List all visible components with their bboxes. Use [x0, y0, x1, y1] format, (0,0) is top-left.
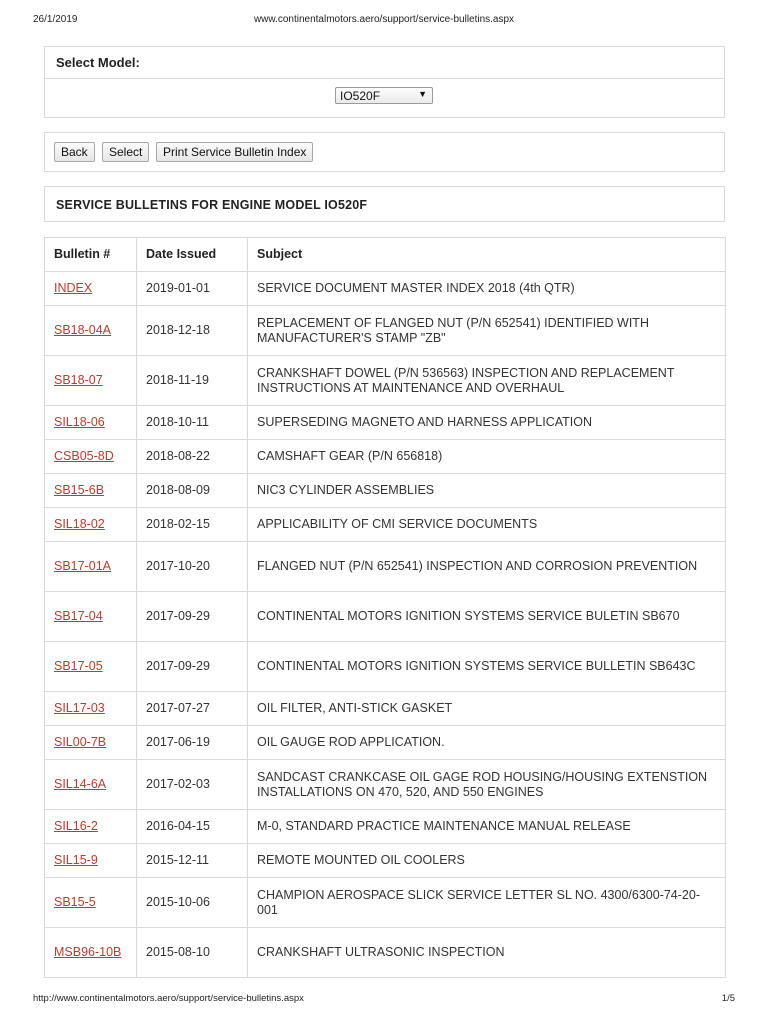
- table-row: [45, 810, 726, 844]
- bulletin-cell: [45, 844, 137, 878]
- bulletin-cell: [45, 306, 137, 356]
- date-cell: 2018-02-15: [137, 508, 248, 542]
- date-cell: 2019-01-01: [137, 272, 248, 306]
- bulletin-cell: [45, 760, 137, 810]
- bulletin-cell: [45, 692, 137, 726]
- print-header: [33, 14, 735, 28]
- subject-cell: M-0, STANDARD PRACTICE MAINTENANCE MANUAL RELEASE: [248, 810, 726, 844]
- date-cell: 2017-09-29: [137, 592, 248, 642]
- date-cell: 2015-12-11: [137, 844, 248, 878]
- subject-cell: SUPERSEDING MAGNETO AND HARNESS APPLICATION: [248, 406, 726, 440]
- bulletin-cell: [45, 406, 137, 440]
- table-row: [45, 272, 726, 306]
- bulletin-cell: [45, 542, 137, 592]
- subject-cell: CHAMPION AEROSPACE SLICK SERVICE LETTER SL NO. 4300/6300-74-20-001: [248, 878, 726, 928]
- subject-cell: APPLICABILITY OF CMI SERVICE DOCUMENTS: [248, 508, 726, 542]
- bulletin-link[interactable]: SIL18-06: [54, 415, 105, 429]
- model-select[interactable]: [335, 87, 433, 104]
- bulletin-cell: [45, 726, 137, 760]
- bulletin-link[interactable]: SIL16-2: [54, 819, 98, 833]
- table-row: [45, 592, 726, 642]
- bulletins-table: [44, 237, 726, 978]
- date-cell: 2018-11-19: [137, 356, 248, 406]
- bulletin-cell: [45, 356, 137, 406]
- column-header-date: Date Issued: [137, 238, 248, 272]
- subject-cell: OIL FILTER, ANTI-STICK GASKET: [248, 692, 726, 726]
- bulletin-link[interactable]: SB18-07: [54, 373, 103, 387]
- table-row: [45, 878, 726, 928]
- bulletin-link[interactable]: SB15-5: [54, 895, 96, 909]
- date-cell: 2015-10-06: [137, 878, 248, 928]
- subject-cell: CONTINENTAL MOTORS IGNITION SYSTEMS SERVICE BULETIN SB670: [248, 592, 726, 642]
- bulletin-cell: [45, 642, 137, 692]
- bulletin-cell: [45, 508, 137, 542]
- table-row: [45, 508, 726, 542]
- date-cell: 2015-08-10: [137, 928, 248, 978]
- column-header-subject: Subject: [248, 238, 726, 272]
- bulletin-cell: [45, 474, 137, 508]
- date-cell: 2016-04-15: [137, 810, 248, 844]
- table-row: [45, 726, 726, 760]
- table-row: [45, 356, 726, 406]
- select-model-label: Select Model:: [45, 47, 724, 79]
- bulletin-cell: [45, 592, 137, 642]
- table-row: [45, 760, 726, 810]
- table-row: [45, 844, 726, 878]
- print-index-button[interactable]: Print Service Bulletin Index: [156, 142, 313, 162]
- subject-cell: CAMSHAFT GEAR (P/N 656818): [248, 440, 726, 474]
- back-button[interactable]: Back: [54, 142, 95, 162]
- subject-cell: NIC3 CYLINDER ASSEMBLIES: [248, 474, 726, 508]
- subject-cell: SERVICE DOCUMENT MASTER INDEX 2018 (4th QTR): [248, 272, 726, 306]
- print-footer: [33, 993, 735, 1007]
- date-cell: 2018-12-18: [137, 306, 248, 356]
- bulletin-cell: [45, 810, 137, 844]
- date-cell: 2017-09-29: [137, 642, 248, 692]
- print-date: 26/1/2019: [33, 14, 78, 25]
- bulletin-link[interactable]: SIL00-7B: [54, 735, 107, 749]
- bulletin-link[interactable]: INDEX: [54, 281, 93, 295]
- subject-cell: CRANKSHAFT ULTRASONIC INSPECTION: [248, 928, 726, 978]
- bulletin-cell: [45, 440, 137, 474]
- table-row: [45, 542, 726, 592]
- column-header-bulletin: Bulletin #: [45, 238, 137, 272]
- subject-cell: REMOTE MOUNTED OIL COOLERS: [248, 844, 726, 878]
- page-title: SERVICE BULLETINS FOR ENGINE MODEL IO520F: [44, 186, 725, 222]
- table-row: [45, 406, 726, 440]
- bulletin-link[interactable]: SIL15-9: [54, 853, 98, 867]
- table-header-row: [45, 238, 726, 272]
- model-select-value: IO520F: [340, 89, 381, 103]
- table-row: [45, 692, 726, 726]
- bulletin-cell: [45, 272, 137, 306]
- table-row: [45, 440, 726, 474]
- table-row: [45, 474, 726, 508]
- subject-cell: FLANGED NUT (P/N 652541) INSPECTION AND CORROSION PREVENTION: [248, 542, 726, 592]
- bulletin-link[interactable]: SIL14-6A: [54, 777, 107, 791]
- subject-cell: CONTINENTAL MOTORS IGNITION SYSTEMS SERVICE BULLETIN SB643C: [248, 642, 726, 692]
- bulletin-link[interactable]: CSB05-8D: [54, 449, 114, 463]
- bulletin-cell: [45, 878, 137, 928]
- date-cell: 2018-08-22: [137, 440, 248, 474]
- bulletin-link[interactable]: SB17-01A: [54, 559, 111, 573]
- date-cell: 2017-06-19: [137, 726, 248, 760]
- table-row: [45, 928, 726, 978]
- table-row: [45, 306, 726, 356]
- date-cell: 2018-08-09: [137, 474, 248, 508]
- toolbar: [44, 132, 725, 172]
- subject-cell: SANDCAST CRANKCASE OIL GAGE ROD HOUSING/HOUSING EXTENSTION INSTALLATIONS ON 470, 520, AND 550 ENGINES: [248, 760, 726, 810]
- table-row: [45, 642, 726, 692]
- bulletin-link[interactable]: SB18-04A: [54, 323, 111, 337]
- print-header-url: www.continentalmotors.aero/support/service-bulletins.aspx: [253, 14, 515, 25]
- bulletin-link[interactable]: SB17-05: [54, 659, 103, 673]
- model-selector-panel: [44, 46, 725, 118]
- date-cell: 2018-10-11: [137, 406, 248, 440]
- subject-cell: REPLACEMENT OF FLANGED NUT (P/N 652541) IDENTIFIED WITH MANUFACTURER'S STAMP "ZB": [248, 306, 726, 356]
- bulletin-link[interactable]: MSB96-10B: [54, 945, 122, 959]
- chevron-down-icon: ▼: [418, 89, 427, 99]
- print-footer-url: http://www.continentalmotors.aero/support/service-bulletins.aspx: [33, 993, 304, 1004]
- bulletin-link[interactable]: SIL18-02: [54, 517, 105, 531]
- bulletin-link[interactable]: SIL17-03: [54, 701, 105, 715]
- page-number: 1/5: [721, 993, 735, 1004]
- bulletin-cell: [45, 928, 137, 978]
- bulletin-link[interactable]: SB17-04: [54, 609, 103, 623]
- subject-cell: OIL GAUGE ROD APPLICATION.: [248, 726, 726, 760]
- select-button[interactable]: Select: [102, 142, 149, 162]
- date-cell: 2017-02-03: [137, 760, 248, 810]
- bulletin-link[interactable]: SB15-6B: [54, 483, 105, 497]
- date-cell: 2017-10-20: [137, 542, 248, 592]
- date-cell: 2017-07-27: [137, 692, 248, 726]
- subject-cell: CRANKSHAFT DOWEL (P/N 536563) INSPECTION AND REPLACEMENT INSTRUCTIONS AT MAINTENANCE AND OVERHAUL: [248, 356, 726, 406]
